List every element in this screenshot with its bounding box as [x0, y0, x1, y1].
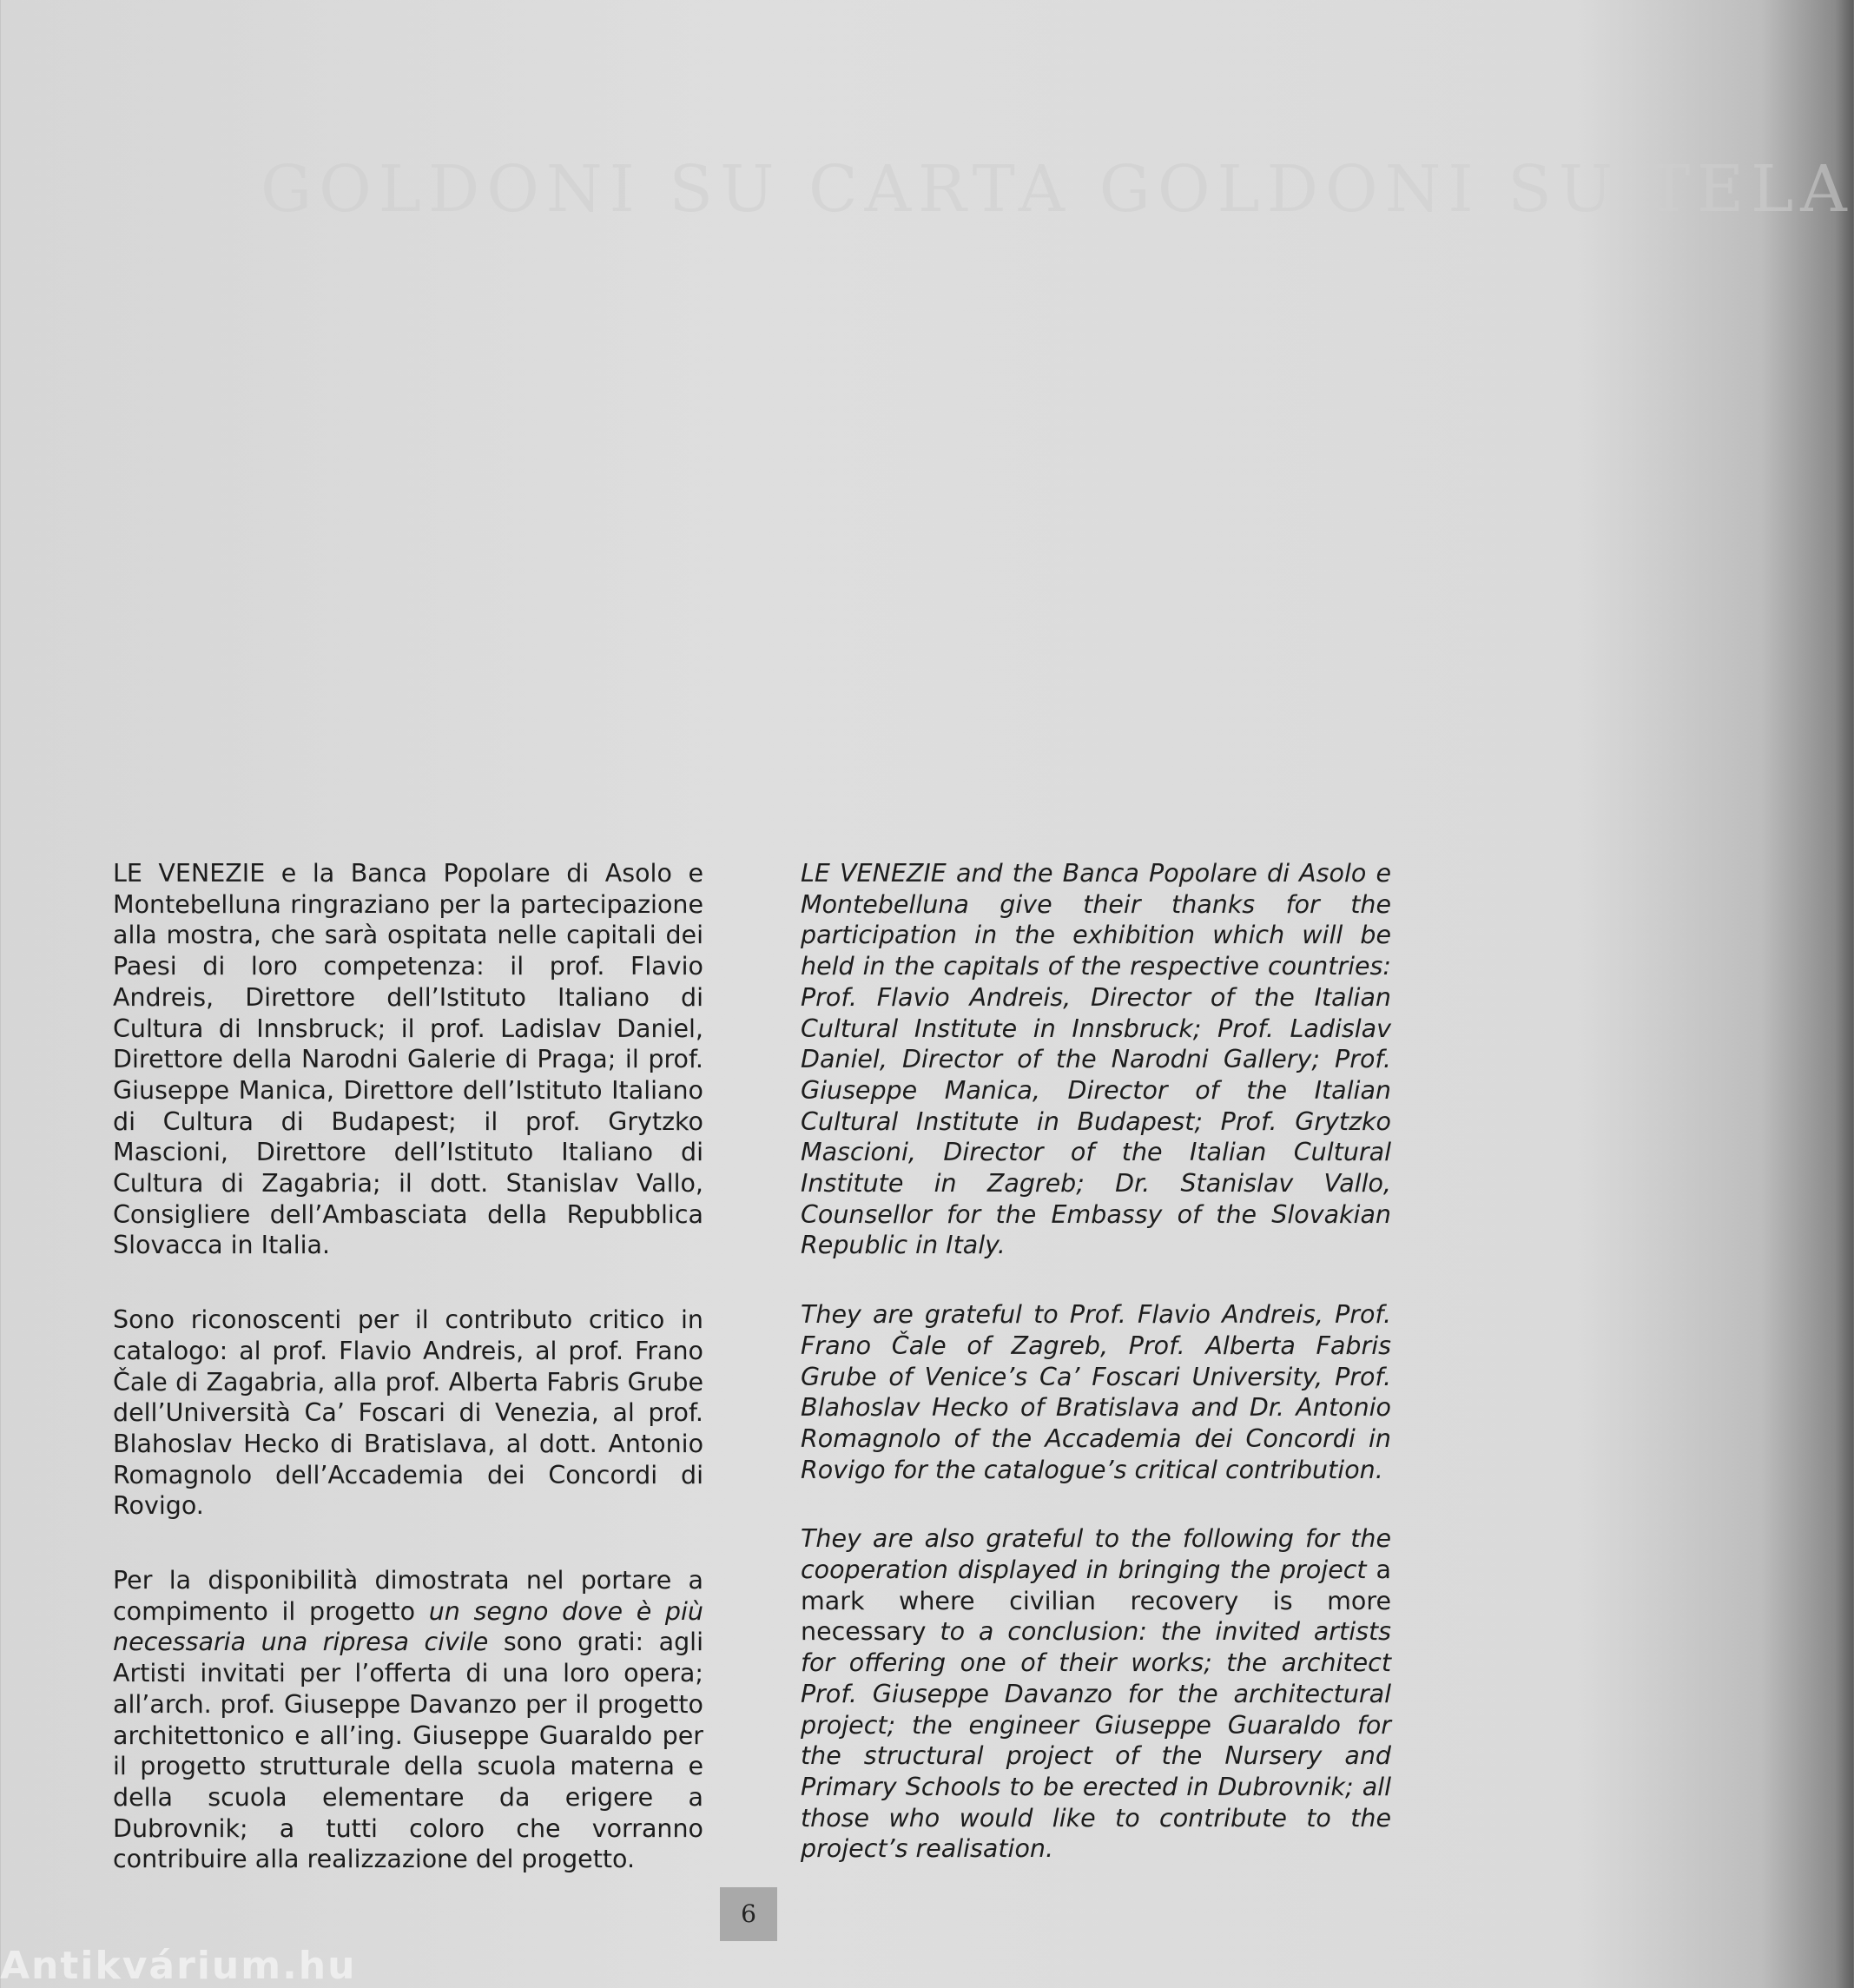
watermark: Antikvárium.hu	[0, 1944, 357, 1988]
page-number: 6	[720, 1887, 777, 1941]
english-project-title: a mark where civilian recovery is more necessary	[801, 1555, 1391, 1647]
english-paragraph-2: They are grateful to Prof. Flavio Andreis, Prof. Frano Čale of Zagreb, Prof. Alberta Fabris Grube of Venice’s Ca’ Foscari University, Prof. Blahoslav Hecko of Bratislava and Dr. Antonio Romagnolo of the Accademia dei Concordi in Rovigo for the catalogue’s critical contribution.	[801, 1300, 1391, 1484]
italian-project-title: un segno dove è più necessaria una ripresa civile	[113, 1596, 703, 1657]
english-paragraph-3-start: They are also grateful to the following for the cooperation displayed in bringing the project	[801, 1524, 1391, 1585]
english-paragraph-3-end: to a conclusion: the invited artists for offering one of their works; the architect Prof. Giuseppe Davanzo for the architectural project; the engineer Giuseppe Guaraldo for the structural project of the Nursery and Primary Schools to be erected in Dubrovnik; all those who would like to contribute to the project’s realisation.	[801, 1617, 1391, 1864]
italian-paragraph-2: Sono riconoscenti per il contributo critico in catalogo: al prof. Flavio Andreis, al prof. Frano Čale di Zagabria, alla prof. Alberta Fabris Grube dell’Università Ca’ Foscari di Venezia, al prof. Blahoslav Hecko di Bratislava, al dott. Antonio Romagnolo dell’Accademia dei Concordi di Rovigo.	[113, 1305, 703, 1521]
english-column	[801, 858, 1391, 1896]
italian-paragraph-3-end: sono grati: agli Artisti invitati per l’offerta di una loro opera; all’arch. prof. Giuseppe Davanzo per il progetto architettonico e all’ing. Giuseppe Guaraldo per il progetto strutturale della scuola materna e della scuola elementare da erigere a Dubrovnik; a tutti coloro che vorranno contribuire alla realizzazione del progetto.	[113, 1628, 703, 1874]
ghost-title: GOLDONI SU CARTA GOLDONI SU TELA	[261, 152, 1854, 227]
italian-column	[113, 858, 703, 1906]
italian-paragraph-1: LE VENEZIE e la Banca Popolare di Asolo e Montebelluna ringraziano per la partecipazione alla mostra, che sarà ospitata nelle capitali dei Paesi di loro competenza: il prof. Flavio Andreis, Direttore dell’Istituto Italiano di Cultura di Innsbruck; il prof. Ladislav Daniel, Direttore della Narodni Galerie di Praga; il prof. Giuseppe Manica, Direttore dell’Istituto Italiano di Cultura di Budapest; il prof. Grytzko Mascioni, Direttore dell’Istituto Italiano di Cultura di Zagabria; il dott. Stanislav Vallo, Consigliere dell’Ambasciata della Repubblica Slovacca in Italia.	[113, 859, 703, 1260]
english-paragraph-3	[801, 1523, 1391, 1865]
italian-paragraph-3	[113, 1565, 703, 1875]
english-paragraph-1: LE VENEZIE and the Banca Popolare di Asolo e Montebelluna give their thanks for the participation in the exhibition which will be held in the capitals of the respective countries: Prof. Flavio Andreis, Director of the Italian Cultural Institute in Innsbruck; Prof. Ladislav Daniel, Director of the Narodni Gallery; Prof. Giuseppe Manica, Director of the Italian Cultural Institute in Budapest; Prof. Grytzko Mascioni, Director of the Italian Cultural Institute in Zagreb; Dr. Stanislav Vallo, Counsellor for the Embassy of the Slovakian Republic in Italy.	[801, 859, 1391, 1260]
italian-paragraph-3-start: Per la disponibilità dimostrata nel portare a compimento il progetto	[113, 1566, 703, 1626]
